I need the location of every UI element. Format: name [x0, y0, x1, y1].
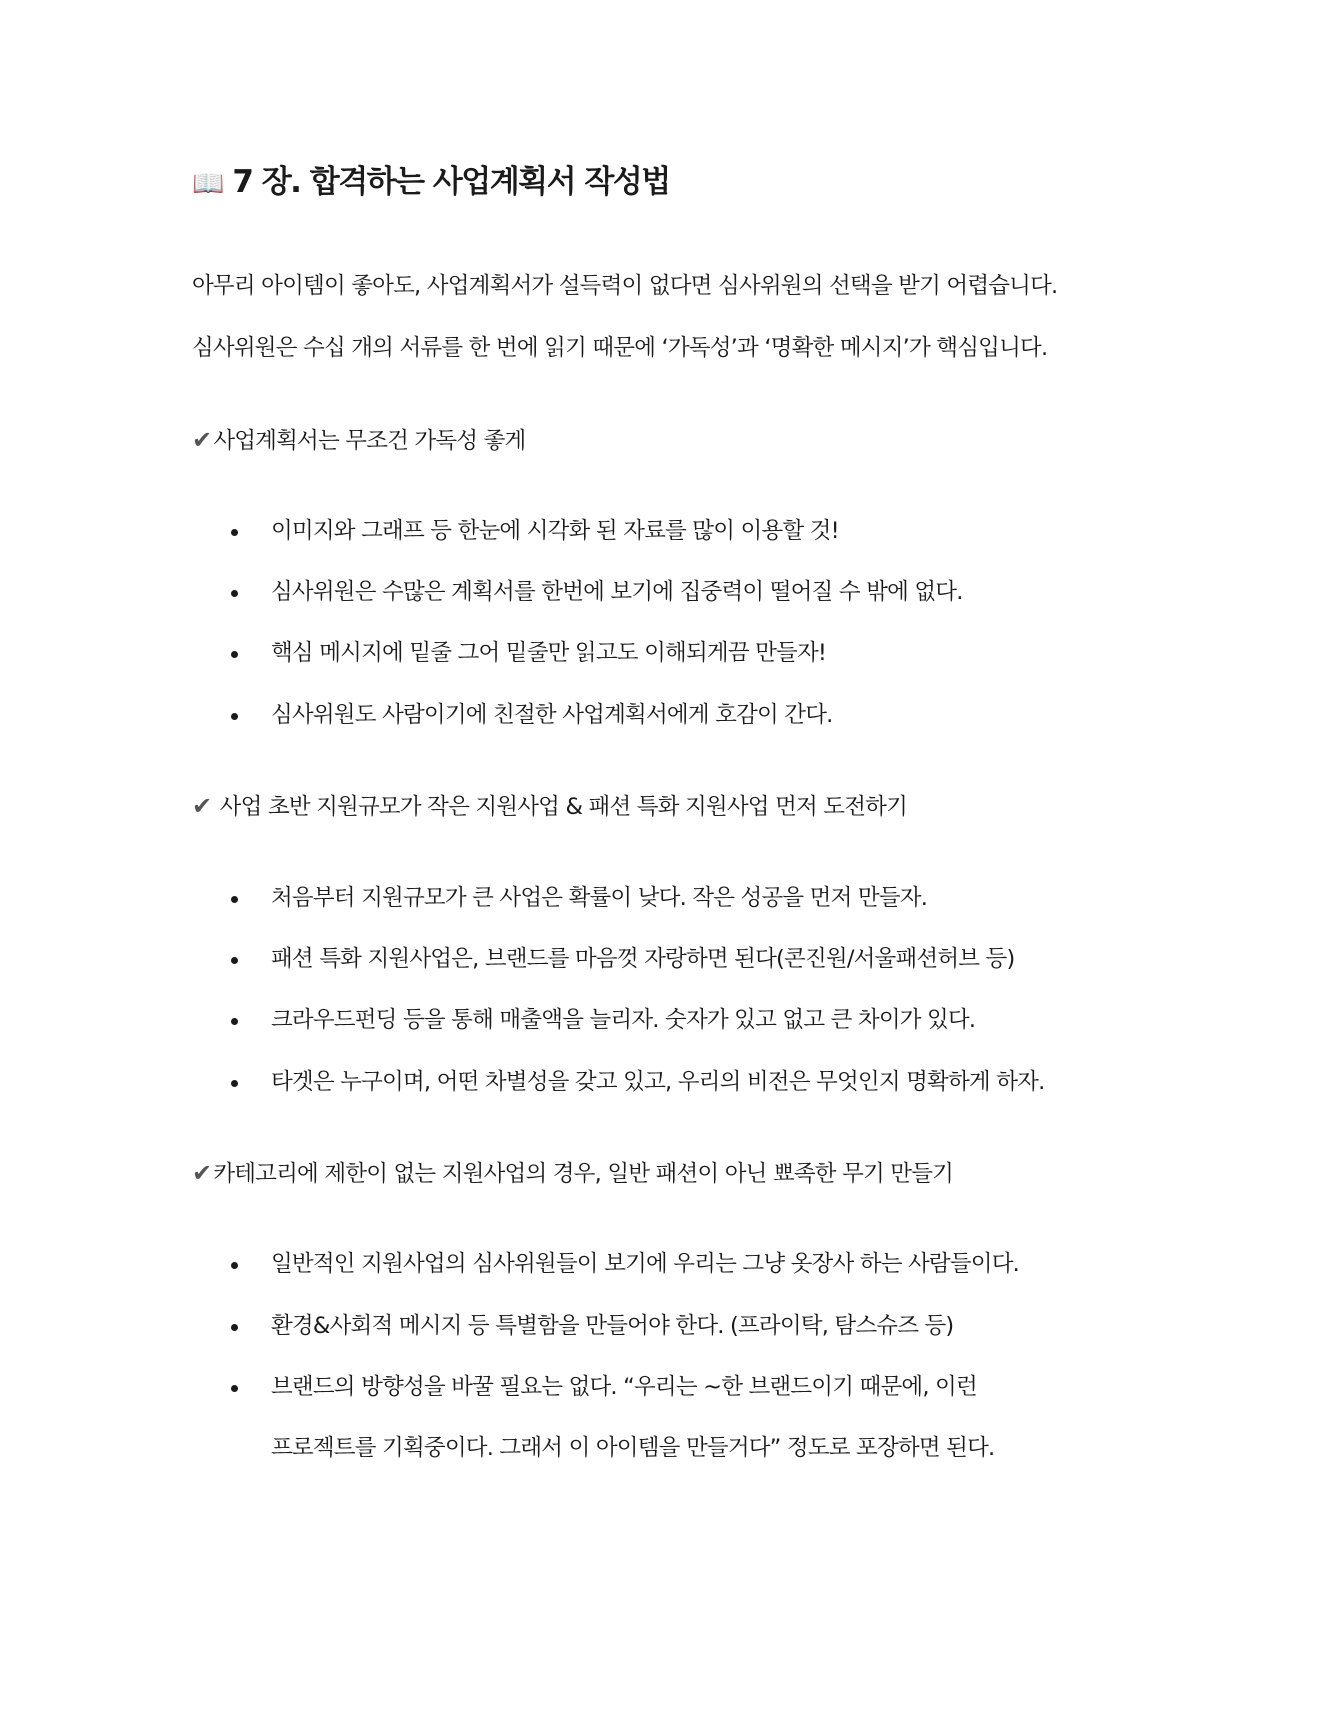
- intro-paragraph: 심사위원은 수십 개의 서류를 한 번에 읽기 때문에 ‘가독성’과 ‘명확한 메시지’가 핵심입니다.: [192, 335, 1048, 361]
- checkmark-icon: ✔: [192, 792, 212, 820]
- open-book-icon: 📖: [192, 169, 225, 199]
- section-heading-text: 사업계획서는 무조건 가독성 좋게: [213, 428, 526, 454]
- list-item: 타겟은 누구이며, 어떤 차별성을 갖고 있고, 우리의 비전은 무엇인지 명확하게 하자.: [271, 1069, 1045, 1095]
- page-title: [192, 156, 670, 201]
- section-heading: [192, 1158, 953, 1189]
- list-item: 심사위원도 사람이기에 친절한 사업계획서에게 호감이 간다.: [271, 702, 833, 728]
- list-item: 이미지와 그래프 등 한눈에 시각화 된 자료를 많이 이용할 것!: [271, 518, 839, 544]
- checkmark-icon: ✔: [192, 1159, 212, 1187]
- list-item: 핵심 메시지에 밑줄 그어 밑줄만 읽고도 이해되게끔 만들자!: [271, 640, 827, 666]
- list-item: 크라우드펀딩 등을 통해 매출액을 늘리자. 숫자가 있고 없고 큰 차이가 있다.: [271, 1007, 976, 1033]
- title-text: 7 장. 합격하는 사업계획서 작성법: [232, 164, 670, 200]
- intro-paragraph: 아무리 아이템이 좋아도, 사업계획서가 설득력이 없다면 심사위원의 선택을 받기 어렵습니다.: [192, 273, 1058, 299]
- section-heading-text: 사업 초반 지원규모가 작은 지원사업 & 패션 특화 지원사업 먼저 도전하기: [213, 794, 908, 820]
- section-heading: [192, 425, 525, 456]
- checkmark-icon: ✔: [192, 426, 212, 454]
- list-item-continuation: 프로젝트를 기획중이다. 그래서 이 아이템을 만들거다” 정도로 포장하면 된다.: [271, 1435, 995, 1461]
- list-item: 심사위원은 수많은 계획서를 한번에 보기에 집중력이 떨어질 수 밖에 없다.: [271, 579, 963, 605]
- list-item: 일반적인 지원사업의 심사위원들이 보기에 우리는 그냥 옷장사 하는 사람들이다.: [271, 1251, 1020, 1277]
- list-item: 처음부터 지원규모가 큰 사업은 확률이 낮다. 작은 성공을 먼저 만들자.: [271, 885, 928, 911]
- section-heading-text: 카테고리에 제한이 없는 지원사업의 경우, 일반 패션이 아닌 뾰족한 무기 만들기: [213, 1161, 954, 1187]
- list-item: 브랜드의 방향성을 바꿀 필요는 없다. “우리는 ~한 브랜드이기 때문에, 이런: [271, 1374, 977, 1400]
- list-item: 패션 특화 지원사업은, 브랜드를 마음껏 자랑하면 된다(콘진원/서울패션허브 등): [271, 946, 1015, 972]
- section-heading: [192, 791, 907, 822]
- list-item: 환경&사회적 메시지 등 특별함을 만들어야 한다. (프라이탁, 탐스슈즈 등): [271, 1313, 954, 1339]
